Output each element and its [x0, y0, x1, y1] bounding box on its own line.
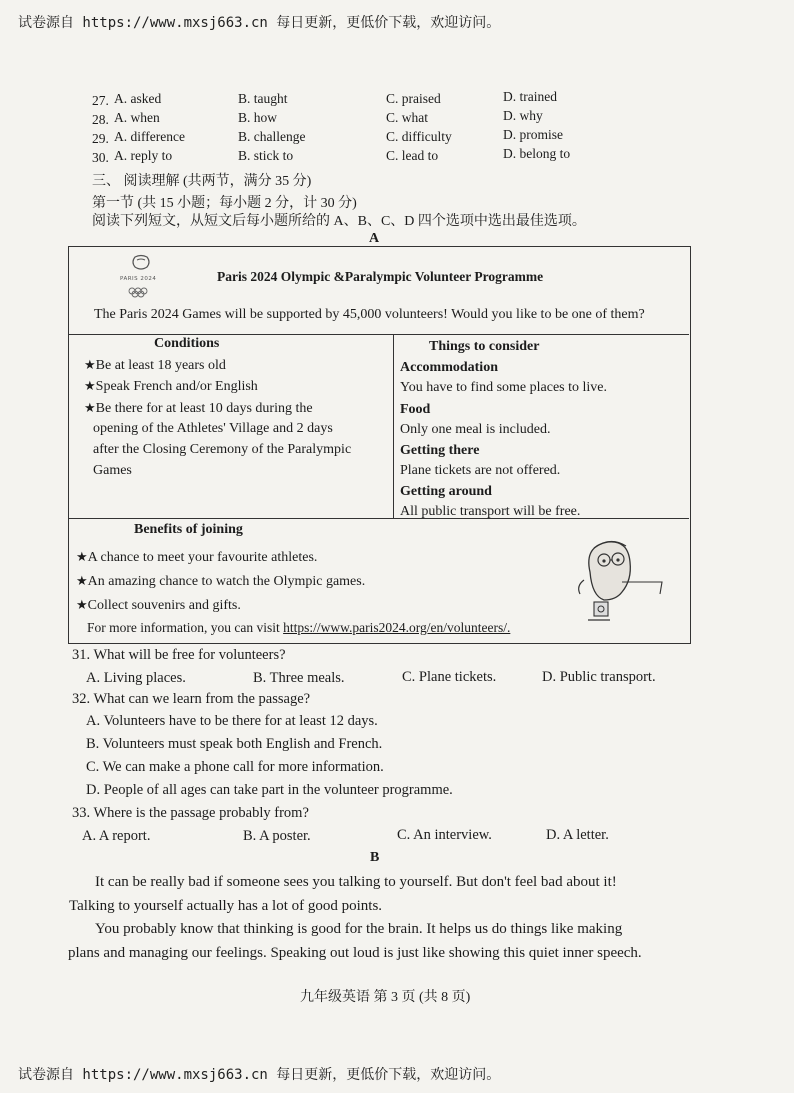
condition-item	[84, 397, 313, 419]
cloze-option-c: C. praised	[386, 91, 441, 106]
question-option: B. Volunteers must speak both English and French.	[86, 736, 383, 752]
benefit-text: An amazing chance to watch the Olympic games.	[87, 574, 366, 589]
cloze-num: 28.	[92, 112, 109, 127]
question-option: D. People of all ages can take part in the volunteer programme.	[86, 782, 453, 798]
section-title: 三、 阅读理解 (共两节，满分 35 分)	[92, 174, 312, 189]
question-stem: 31. What will be free for volunteers?	[72, 647, 286, 663]
passage-b-letter: B	[370, 850, 380, 865]
question-option: A. Volunteers have to be there for at least 12 days.	[86, 713, 378, 729]
cloze-option-d: D. why	[503, 108, 543, 123]
condition-text: Be there for at least 10 days during the	[95, 401, 313, 416]
condition-continuation: Games	[93, 463, 132, 478]
consider-text: You have to find some places to live.	[400, 380, 607, 395]
consider-heading: Food	[400, 402, 431, 417]
benefit-text: Collect souvenirs and gifts.	[87, 598, 241, 613]
consider-heading: Getting there	[400, 443, 480, 458]
volunteer-link[interactable]: https://www.paris2024.org/en/volunteers/.	[283, 620, 511, 635]
cloze-option-a: A. reply to	[114, 148, 173, 163]
source-banner-top: 试卷源自 https://www.mxsj663.cn 每日更新，更低价下载，欢迎访问。	[18, 15, 501, 31]
passage-b-line: plans and managing our feelings. Speaking out loud is just like showing this quiet inner speech.	[68, 945, 642, 961]
cloze-option-b: B. how	[238, 110, 278, 125]
benefit-item	[76, 594, 241, 616]
cloze-option-b: B. taught	[238, 91, 288, 106]
question-option: C. An interview.	[397, 827, 492, 843]
question-option: B. A poster.	[243, 828, 311, 844]
cloze-option-d: D. trained	[503, 89, 557, 104]
condition-continuation: opening of the Athletes' Village and 2 days	[93, 421, 333, 436]
divider	[393, 335, 394, 518]
benefit-item	[76, 570, 365, 592]
passage-a-letter: A	[369, 231, 380, 246]
more-info-text: For more information, you can visit	[87, 620, 284, 635]
consider-title: Things to consider	[429, 339, 540, 354]
cloze-option-c: C. what	[386, 110, 428, 125]
condition-text: Speak French and/or English	[95, 379, 258, 394]
cloze-option-b: B. challenge	[238, 129, 306, 144]
question-stem: 32. What can we learn from the passage?	[72, 691, 311, 707]
condition-item	[84, 354, 226, 376]
consider-text: Only one meal is included.	[400, 422, 551, 437]
question-stem: 33. Where is the passage probably from?	[72, 805, 309, 821]
cloze-num: 27.	[92, 93, 109, 108]
source-banner-bottom: 试卷源自 https://www.mxsj663.cn 每日更新，更低价下载，欢迎访问。	[18, 1067, 501, 1083]
poster-intro: The Paris 2024 Games will be supported by 45,000 volunteers! Would you like to be one of them?	[94, 307, 645, 322]
passage-b-line: It can be really bad if someone sees you talking to yourself. But don't feel bad about it!	[95, 874, 617, 890]
poster-title: Paris 2024 Olympic &Paralympic Volunteer Programme	[217, 269, 544, 284]
cloze-option-a: A. difference	[114, 129, 185, 144]
question-option: D. Public transport.	[542, 669, 656, 685]
condition-continuation: after the Closing Ceremony of the Paralympic	[93, 442, 352, 457]
consider-text: Plane tickets are not offered.	[400, 463, 561, 478]
passage-b-line: You probably know that thinking is good for the brain. It helps us do things like making	[95, 921, 623, 937]
question-option: C. We can make a phone call for more information.	[86, 759, 384, 775]
cloze-num: 30.	[92, 150, 109, 165]
cloze-option-d: D. promise	[503, 127, 563, 142]
page-footer: 九年级英语 第 3 页 (共 8 页)	[300, 990, 471, 1005]
consider-heading: Getting around	[400, 484, 492, 499]
instructions: 阅读下列短文，从短文后每小题所给的 A、B、C、D 四个选项中选出最佳选项。	[92, 214, 586, 229]
question-option: D. A letter.	[546, 827, 609, 843]
mascot-icon	[570, 534, 666, 626]
cloze-num: 29.	[92, 131, 109, 146]
cloze-option-c: C. lead to	[386, 148, 439, 163]
cloze-option-a: A. asked	[114, 91, 162, 106]
consider-heading: Accommodation	[400, 360, 498, 375]
condition-text: Be at least 18 years old	[95, 358, 226, 373]
passage-b-line: Talking to yourself actually has a lot of good points.	[69, 898, 383, 914]
cloze-option-c: C. difficulty	[386, 129, 452, 144]
benefit-item	[76, 546, 317, 568]
question-option: B. Three meals.	[253, 670, 345, 686]
cloze-option-a: A. when	[114, 110, 160, 125]
condition-item	[84, 375, 258, 397]
consider-text: All public transport will be free.	[400, 504, 581, 519]
question-option: A. Living places.	[86, 670, 186, 686]
logo-text: PARIS 2024	[120, 276, 157, 282]
benefits-title: Benefits of joining	[134, 522, 243, 537]
cloze-option-b: B. stick to	[238, 148, 294, 163]
benefit-text: A chance to meet your favourite athletes.	[87, 550, 318, 565]
mascot-illustration	[570, 534, 666, 626]
paris-2024-logo	[118, 254, 164, 298]
question-option: A. A report.	[82, 828, 151, 844]
conditions-title: Conditions	[154, 336, 220, 351]
more-info	[87, 620, 510, 636]
part-title: 第一节 (共 15 小题；每小题 2 分，计 30 分)	[92, 196, 357, 211]
cloze-option-d: D. belong to	[503, 146, 571, 161]
question-option: C. Plane tickets.	[402, 669, 497, 685]
